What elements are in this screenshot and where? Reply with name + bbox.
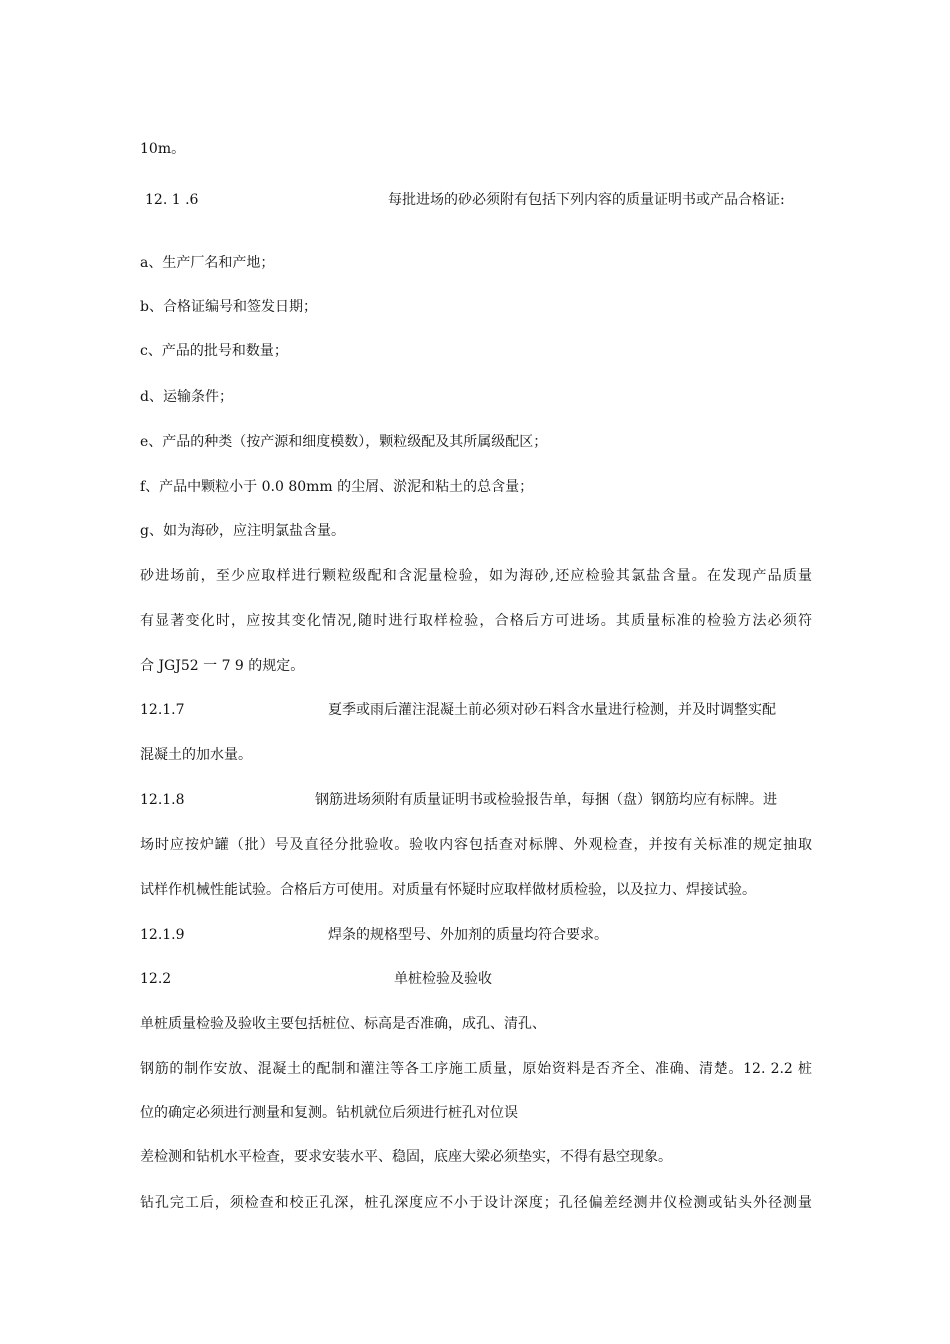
section-heading-12-1-6: 每批进场的砂必须附有包括下列内容的质量证明书或产品合格证:: [388, 192, 785, 208]
paragraph-line: 试样作机械性能试验。合格后方可使用。对质量有怀疑时应取样做材质检验，以及拉力、焊接试验。: [140, 882, 756, 898]
section-number-12-1-7: 12.1.7: [140, 702, 185, 718]
list-item-f: f、产品中颗粒小于 0.0 80mm 的尘屑、淤泥和粘土的总含量；: [140, 479, 534, 495]
section-heading-12-1-8: 钢筋进场须附有质量证明书或检验报告单，每捆（盘）钢筋均应有标牌。进: [315, 792, 777, 808]
list-item-d: d、运输条件；: [140, 389, 233, 405]
section-number-12-1-8: 12.1.8: [140, 792, 185, 808]
text-line: 10m。: [140, 141, 186, 157]
paragraph-line: 砂进场前，至少应取样进行颗粒级配和含泥量检验，如为海砂,还应检验其氯盐含量。在发现产品质量: [140, 568, 812, 584]
paragraph-line: 场时应按炉罐（批）号及直径分批验收。验收内容包括查对标牌、外观检查，并按有关标准的规定抽取: [140, 837, 812, 853]
paragraph-line: 混凝土的加水量。: [140, 747, 252, 763]
paragraph-line: 位的确定必须进行测量和复测。钻机就位后须进行桩孔对位误: [140, 1105, 518, 1121]
list-item-c: c、产品的批号和数量；: [140, 343, 288, 359]
section-number-12-1-6: 12. 1 .6: [145, 192, 199, 208]
list-item-e: e、产品的种类（按产源和细度模数），颗粒级配及其所属级配区；: [140, 434, 548, 450]
section-number-12-2: 12.2: [140, 971, 172, 987]
list-item-g: g、如为海砂，应注明氯盐含量。: [140, 523, 345, 539]
paragraph-line: 单桩质量检验及验收主要包括桩位、标高是否准确，成孔、清孔、: [140, 1016, 546, 1032]
section-number-12-1-9: 12.1.9: [140, 927, 185, 943]
paragraph-line: 合 JGJ52 一 7 9 的规定。: [140, 658, 305, 674]
paragraph-line: 钢筋的制作安放、混凝土的配制和灌注等各工序施工质量，原始资料是否齐全、准确、清楚。12. 2.2 桩: [140, 1061, 812, 1077]
list-item-b: b、合格证编号和签发日期；: [140, 299, 317, 315]
paragraph-line: 钻孔完工后，须检查和校正孔深，桩孔深度应不小于设计深度；孔径偏差经测井仪检测或钻头外径测量: [140, 1195, 812, 1211]
section-heading-12-1-7: 夏季或雨后灌注混凝土前必须对砂石料含水量进行检测，并及时调整实配: [328, 702, 776, 718]
paragraph-line: 有显著变化时，应按其变化情况,随时进行取样检验，合格后方可进场。其质量标准的检验方法必须符: [140, 613, 812, 629]
paragraph-line: 差检测和钻机水平检查，要求安装水平、稳固，底座大梁必须垫实，不得有悬空现象。: [140, 1149, 672, 1165]
section-heading-12-2: 单桩检验及验收: [394, 971, 492, 987]
section-heading-12-1-9: 焊条的规格型号、外加剂的质量均符合要求。: [328, 927, 608, 943]
list-item-a: a、生产厂名和产地；: [140, 255, 275, 271]
